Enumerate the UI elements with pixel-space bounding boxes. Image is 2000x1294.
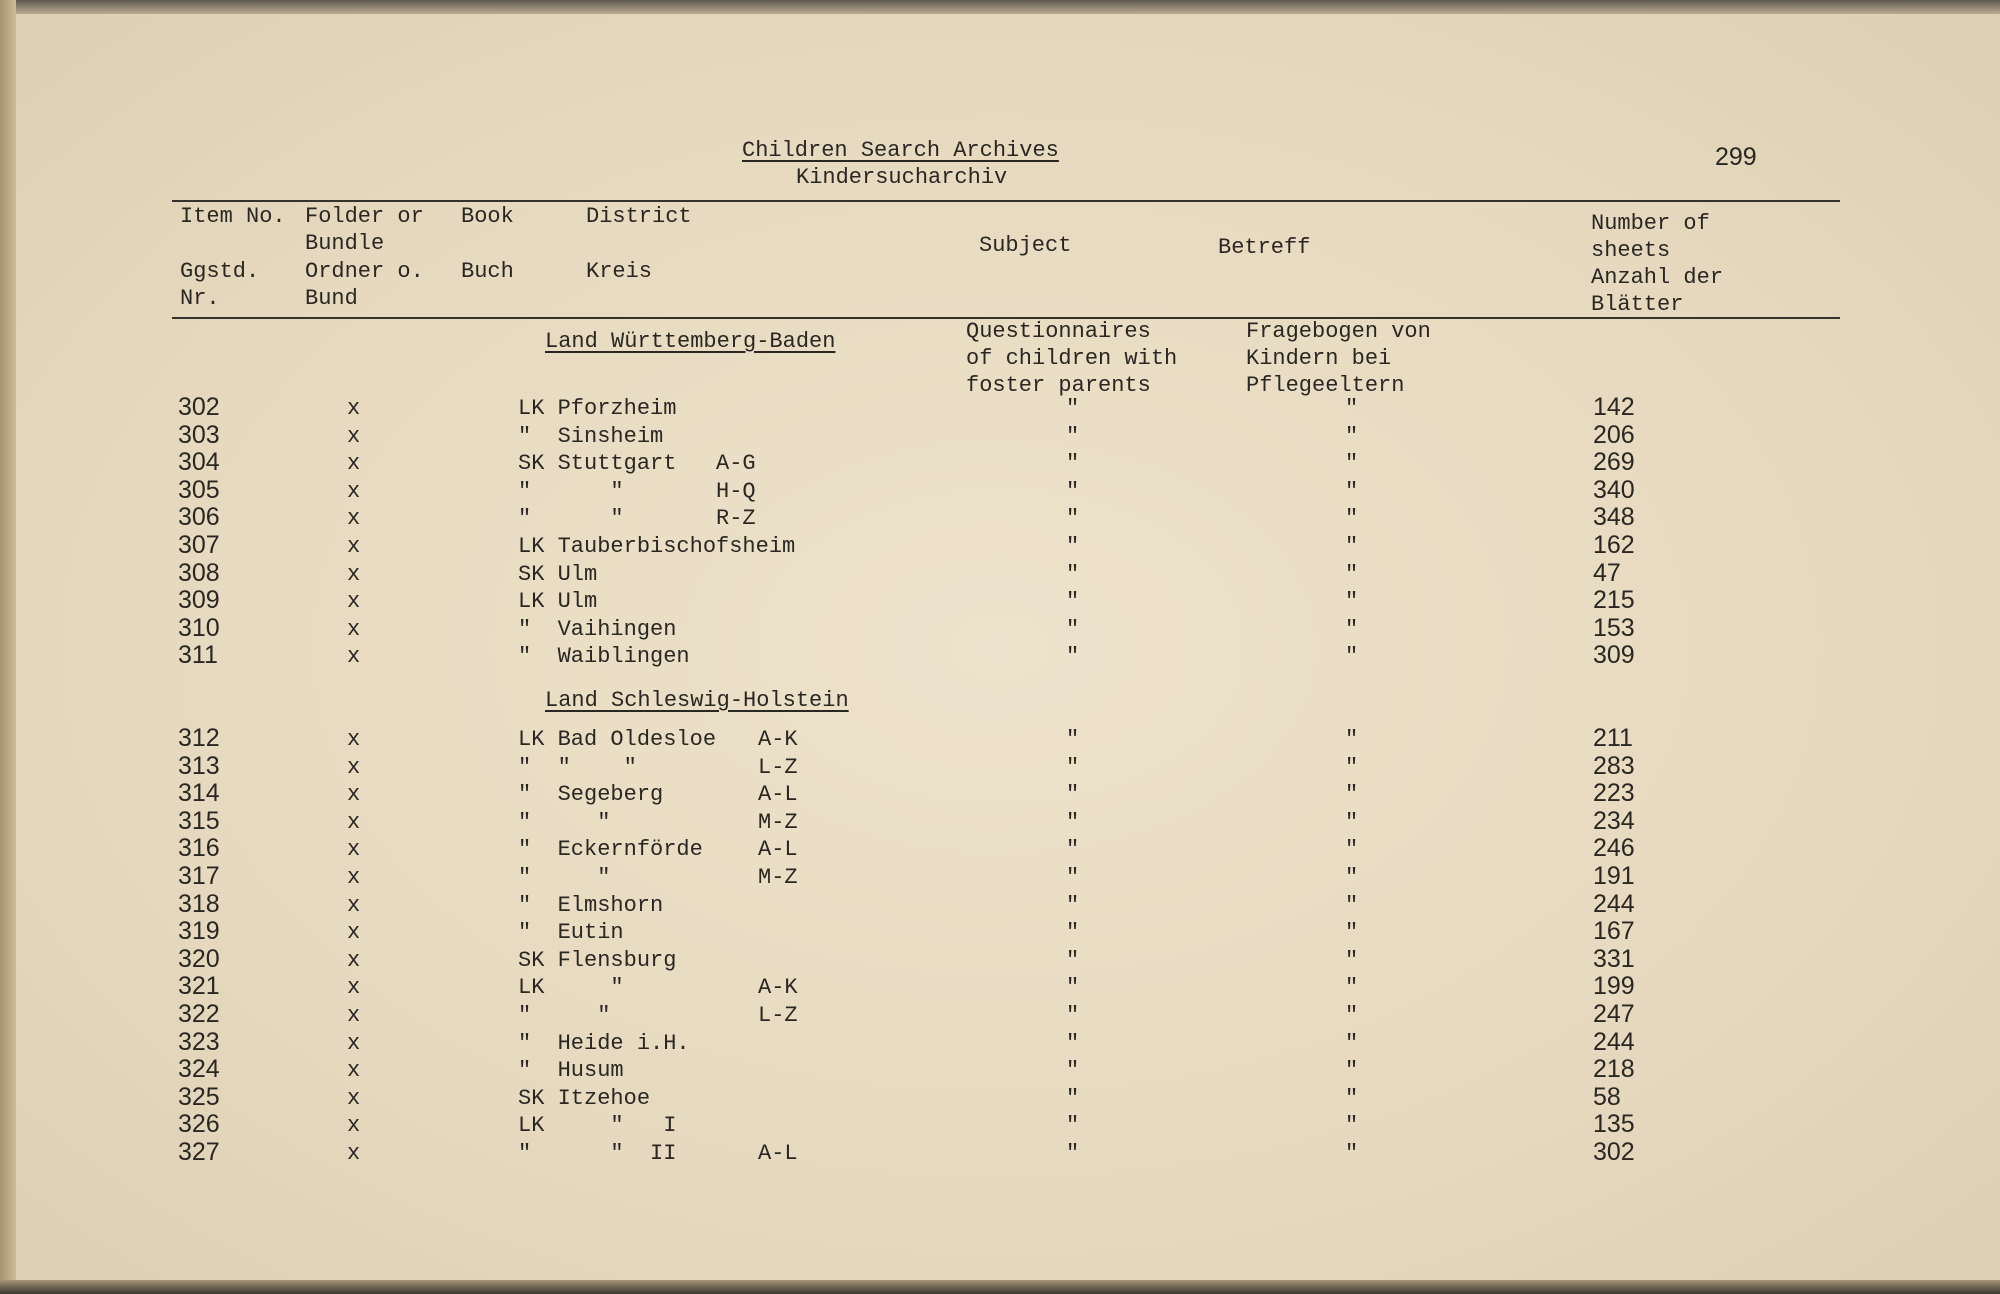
subject-ditto: " — [1066, 616, 1080, 642]
section-title-wuerttemberg-baden: Land Württemberg-Baden — [545, 329, 836, 354]
letter-range: A-L — [758, 837, 798, 863]
subject-ditto: " — [1066, 423, 1080, 449]
item-number: 318 — [178, 889, 220, 918]
betreff-ditto: " — [1345, 1085, 1359, 1111]
district-name: " Waiblingen — [518, 644, 690, 670]
betreff-ditto: " — [1345, 1141, 1359, 1166]
district-name: " Sinsheim — [518, 423, 664, 449]
subject-ditto: " — [1066, 727, 1080, 752]
betreff-ditto: " — [1345, 396, 1359, 421]
item-number: 302 — [178, 393, 220, 421]
col-sheets-1: Number of — [1591, 211, 1710, 236]
letter-range: R-Z — [716, 506, 756, 532]
item-number: 312 — [178, 724, 220, 752]
sheet-count: 167 — [1593, 917, 1635, 946]
item-number: 327 — [178, 1138, 220, 1166]
folder-mark: x — [347, 782, 361, 808]
district-name: " " " — [518, 754, 637, 780]
folder-mark: x — [347, 727, 361, 752]
subject-ditto: " — [1066, 506, 1080, 532]
betreff-ditto: " — [1345, 947, 1359, 973]
subject-ditto: " — [1066, 1058, 1080, 1084]
subject-ditto: " — [1066, 754, 1080, 780]
col-book-en: Book — [461, 204, 514, 229]
item-number: 326 — [178, 1110, 220, 1139]
sheet-count: 211 — [1593, 724, 1633, 752]
folder-mark: x — [347, 644, 361, 670]
district-name: " " — [518, 506, 624, 532]
letter-range: L-Z — [758, 1003, 798, 1028]
betreff-ditto: " — [1345, 782, 1359, 808]
item-number: 304 — [178, 448, 220, 477]
sheet-count: 218 — [1593, 1055, 1635, 1084]
betreff-ditto: " — [1345, 561, 1359, 587]
folder-mark: x — [347, 534, 361, 559]
item-number: 322 — [178, 1000, 220, 1028]
col-district-en: District — [586, 204, 692, 229]
district-name: SK Flensburg — [518, 947, 677, 973]
col-item-de-2: Nr. — [180, 286, 220, 311]
item-number: 321 — [178, 972, 220, 1001]
subject-ditto: " — [1066, 1003, 1080, 1028]
folder-mark: x — [347, 920, 361, 946]
item-number: 309 — [178, 586, 220, 615]
col-subject: Subject — [979, 233, 1072, 258]
col-folder-en-1: Folder or — [305, 204, 424, 229]
folder-mark: x — [347, 892, 361, 918]
sheet-count: 215 — [1593, 586, 1635, 615]
betreff-ditto: " — [1345, 892, 1359, 918]
sheet-count: 244 — [1593, 889, 1635, 918]
district-name: LK Bad Oldesloe — [518, 727, 717, 752]
betreff-ditto: " — [1345, 809, 1359, 835]
sheet-count: 309 — [1593, 641, 1635, 670]
sheet-count: 348 — [1593, 503, 1635, 532]
subject-ditto: " — [1066, 892, 1080, 918]
folder-mark: x — [347, 1085, 361, 1111]
sheet-count: 58 — [1593, 1082, 1621, 1111]
sheet-count: 246 — [1593, 834, 1635, 863]
betreff-ditto: " — [1345, 975, 1359, 1001]
betreff-ditto: " — [1345, 451, 1359, 477]
folder-mark: x — [347, 1113, 361, 1139]
subject-ditto: " — [1066, 1030, 1080, 1056]
betreff-line-1: Fragebogen von — [1246, 319, 1431, 344]
district-name: SK Stuttgart — [518, 451, 677, 477]
item-number: 305 — [178, 475, 220, 504]
folder-mark: x — [347, 1003, 361, 1028]
betreff-ditto: " — [1345, 589, 1359, 615]
col-sheets-2: sheets — [1591, 238, 1671, 263]
sheet-count: 269 — [1593, 448, 1635, 477]
subject-line-1: Questionnaires — [966, 319, 1151, 344]
letter-range: H-Q — [716, 478, 756, 504]
sheet-count: 340 — [1593, 475, 1635, 504]
folder-mark: x — [347, 451, 361, 477]
item-number: 325 — [178, 1082, 220, 1111]
district-name: SK Itzehoe — [518, 1085, 651, 1111]
district-name: LK " I — [518, 1113, 677, 1139]
col-book-de: Buch — [461, 259, 514, 284]
item-number: 315 — [178, 806, 220, 835]
sheet-count: 162 — [1593, 531, 1635, 559]
item-number: 313 — [178, 751, 220, 780]
district-name: " Elmshorn — [518, 892, 664, 918]
district-name: " " — [518, 1003, 611, 1028]
folder-mark: x — [347, 947, 361, 973]
betreff-ditto: " — [1345, 423, 1359, 449]
subject-ditto: " — [1066, 644, 1080, 670]
betreff-ditto: " — [1345, 1003, 1359, 1028]
folder-mark: x — [347, 1030, 361, 1056]
betreff-ditto: " — [1345, 865, 1359, 890]
col-sheets-3: Anzahl der — [1591, 265, 1724, 290]
district-name: " Eckernförde — [518, 837, 703, 863]
col-item-de-1: Ggstd. — [180, 259, 260, 284]
subject-ditto: " — [1066, 865, 1080, 890]
betreff-ditto: " — [1345, 534, 1359, 559]
betreff-ditto: " — [1345, 920, 1359, 946]
district-name: LK Ulm — [518, 589, 598, 615]
letter-range: M-Z — [758, 809, 798, 835]
folder-mark: x — [347, 396, 361, 421]
page-number: 299 — [1715, 143, 1757, 171]
folder-mark: x — [347, 809, 361, 835]
item-number: 311 — [178, 641, 218, 670]
betreff-ditto: " — [1345, 727, 1359, 752]
page-subtitle: Kindersucharchiv — [796, 165, 1008, 190]
subject-ditto: " — [1066, 534, 1080, 559]
col-folder-en-2: Bundle — [305, 231, 385, 256]
subject-ditto: " — [1066, 920, 1080, 946]
subject-ditto: " — [1066, 478, 1080, 504]
subject-ditto: " — [1066, 947, 1080, 973]
sheet-count: 234 — [1593, 806, 1635, 835]
subject-line-3: foster parents — [966, 373, 1151, 398]
folder-mark: x — [347, 561, 361, 587]
betreff-ditto: " — [1345, 616, 1359, 642]
sheet-count: 244 — [1593, 1027, 1635, 1056]
letter-range: M-Z — [758, 865, 798, 890]
district-name: " " — [518, 809, 611, 835]
letter-range: A-K — [758, 727, 798, 752]
subject-ditto: " — [1066, 396, 1080, 421]
sheet-count: 191 — [1593, 862, 1635, 890]
betreff-line-2: Kindern bei — [1246, 346, 1392, 371]
letter-range: A-K — [758, 975, 798, 1001]
folder-mark: x — [347, 506, 361, 532]
sheet-count: 247 — [1593, 1000, 1635, 1028]
letter-range: A-L — [758, 782, 798, 808]
item-number: 306 — [178, 503, 220, 532]
folder-mark: x — [347, 865, 361, 890]
col-district-de: Kreis — [586, 259, 653, 284]
folder-mark: x — [347, 1141, 361, 1166]
folder-mark: x — [347, 616, 361, 642]
betreff-ditto: " — [1345, 1058, 1359, 1084]
subject-ditto: " — [1066, 451, 1080, 477]
col-folder-de-2: Bund — [305, 286, 358, 311]
betreff-ditto: " — [1345, 1030, 1359, 1056]
page-top-edge — [0, 0, 2000, 14]
betreff-ditto: " — [1345, 754, 1359, 780]
betreff-ditto: " — [1345, 644, 1359, 670]
sheet-count: 199 — [1593, 972, 1635, 1001]
page-title: Children Search Archives — [742, 138, 1059, 163]
subject-ditto: " — [1066, 975, 1080, 1001]
district-name: " " — [518, 865, 611, 890]
sheet-count: 283 — [1593, 751, 1635, 780]
item-number: 323 — [178, 1027, 220, 1056]
subject-ditto: " — [1066, 589, 1080, 615]
col-folder-de-1: Ordner o. — [305, 259, 424, 284]
district-name: LK Tauberbischofsheim — [518, 534, 796, 559]
page-bottom-edge — [0, 1280, 2000, 1294]
letter-range: A-L — [758, 1141, 798, 1166]
district-name: " Segeberg — [518, 782, 664, 808]
sheet-count: 206 — [1593, 420, 1635, 449]
folder-mark: x — [347, 478, 361, 504]
folder-mark: x — [347, 589, 361, 615]
betreff-ditto: " — [1345, 837, 1359, 863]
district-name: " Vaihingen — [518, 616, 677, 642]
sheet-count: 135 — [1593, 1110, 1635, 1139]
folder-mark: x — [347, 837, 361, 863]
section-title-schleswig-holstein: Land Schleswig-Holstein — [545, 688, 849, 713]
subject-ditto: " — [1066, 1141, 1080, 1166]
col-sheets-4: Blätter — [1591, 292, 1684, 317]
subject-ditto: " — [1066, 837, 1080, 863]
sheet-count: 142 — [1593, 393, 1635, 421]
page-binding-edge — [0, 0, 16, 1294]
sheet-count: 223 — [1593, 779, 1635, 808]
district-name: LK " — [518, 975, 624, 1001]
item-number: 303 — [178, 420, 220, 449]
district-name: " Husum — [518, 1058, 624, 1084]
item-number: 319 — [178, 917, 220, 946]
district-name: " " — [518, 478, 624, 504]
subject-ditto: " — [1066, 1085, 1080, 1111]
folder-mark: x — [347, 423, 361, 449]
item-number: 314 — [178, 779, 220, 808]
sheet-count: 153 — [1593, 613, 1635, 642]
subject-ditto: " — [1066, 1113, 1080, 1139]
subject-line-2: of children with — [966, 346, 1178, 371]
col-item-en: Item No. — [180, 204, 286, 229]
betreff-ditto: " — [1345, 506, 1359, 532]
betreff-ditto: " — [1345, 478, 1359, 504]
letter-range: L-Z — [758, 754, 798, 780]
sheet-count: 47 — [1593, 558, 1621, 587]
item-number: 316 — [178, 834, 220, 863]
header-top-rule — [172, 200, 1840, 202]
district-name: " Eutin — [518, 920, 624, 946]
col-betreff: Betreff — [1218, 235, 1311, 260]
folder-mark: x — [347, 975, 361, 1001]
sheet-count: 302 — [1593, 1138, 1635, 1166]
folder-mark: x — [347, 754, 361, 780]
sheet-count: 331 — [1593, 944, 1635, 973]
item-number: 324 — [178, 1055, 220, 1084]
folder-mark: x — [347, 1058, 361, 1084]
district-name: " " II — [518, 1141, 677, 1166]
item-number: 308 — [178, 558, 220, 587]
item-number: 317 — [178, 862, 220, 890]
subject-ditto: " — [1066, 782, 1080, 808]
district-name: SK Ulm — [518, 561, 598, 587]
item-number: 310 — [178, 613, 220, 642]
district-name: " Heide i.H. — [518, 1030, 690, 1056]
subject-ditto: " — [1066, 809, 1080, 835]
letter-range: A-G — [716, 451, 756, 477]
betreff-ditto: " — [1345, 1113, 1359, 1139]
item-number: 320 — [178, 944, 220, 973]
subject-ditto: " — [1066, 561, 1080, 587]
betreff-line-3: Pflegeeltern — [1246, 373, 1405, 398]
item-number: 307 — [178, 531, 220, 559]
district-name: LK Pforzheim — [518, 396, 677, 421]
